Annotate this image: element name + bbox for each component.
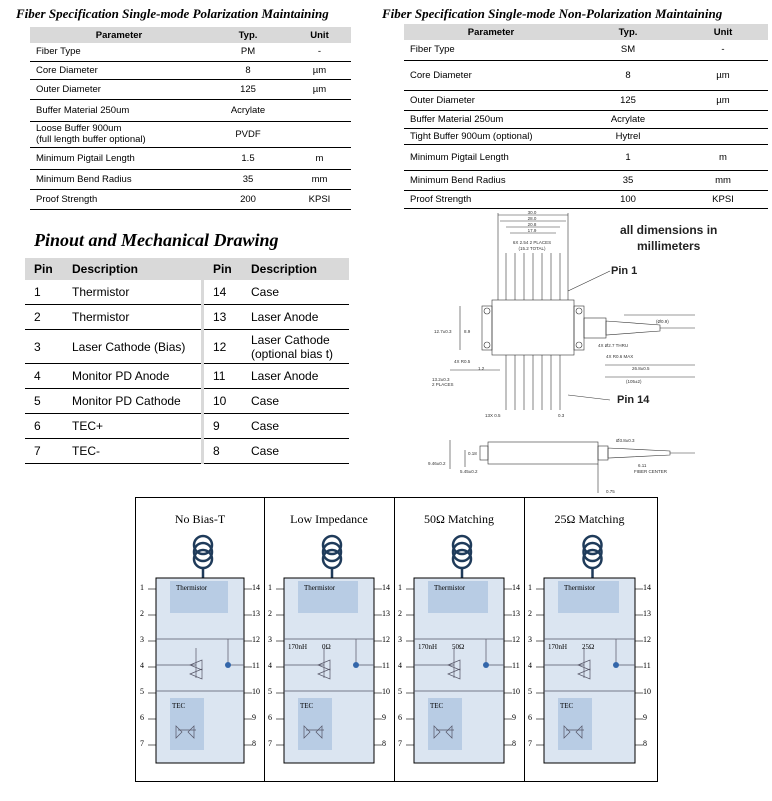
spec-param-text: Minimum Bend Radius	[36, 173, 132, 185]
pin-number-right: 12	[252, 635, 260, 644]
pin-number-right: 9	[252, 713, 256, 722]
pin-description	[242, 305, 349, 330]
spec-typ: Acrylate	[208, 99, 288, 121]
pin-description-text: Case	[251, 394, 280, 408]
pin-number-left: 5	[140, 687, 144, 696]
pin-description-text: Thermistor	[72, 310, 130, 324]
pin-description	[63, 330, 201, 364]
pin-description	[242, 389, 349, 414]
pin-number-left: 6	[140, 713, 144, 722]
pin-number-text: 6	[34, 419, 41, 433]
col-pin-a: Pin	[25, 258, 63, 280]
pin-description-note: (optional bias t)	[251, 346, 334, 361]
pin-number-text: 9	[213, 419, 220, 433]
pin-description	[242, 330, 349, 364]
spec-row	[30, 99, 351, 121]
pin-number	[204, 330, 242, 364]
spec-typ: 1.5	[208, 147, 288, 169]
circuit-panel	[394, 498, 525, 781]
pin-number-left: 3	[268, 635, 272, 644]
pin-number-text: 13	[213, 310, 227, 324]
spec-param	[30, 121, 208, 147]
spec-sm-title: Fiber Specification Single-mode Non-Polarization Maintaining	[382, 6, 723, 21]
pin-number-right: 14	[252, 583, 260, 592]
spec-unit	[678, 110, 768, 128]
pin-number	[204, 389, 242, 414]
spec-typ: PVDF	[208, 121, 288, 147]
pin-number-right: 11	[382, 661, 390, 670]
thermistor-label: Thermistor	[176, 584, 208, 592]
pin-number-right: 10	[643, 687, 651, 696]
pin-description	[242, 280, 349, 305]
dim-tip: Ø3.8±0.3	[616, 438, 635, 443]
spec-unit: -	[288, 43, 351, 61]
pin-number-right: 8	[252, 739, 256, 748]
spec-param-text: Proof Strength	[36, 193, 98, 205]
pin-number-right: 11	[512, 661, 520, 670]
spec-unit: µm	[288, 61, 351, 79]
dim-rmax: 4X R0.6 MAX	[606, 354, 634, 359]
pin-number-left: 3	[398, 635, 402, 644]
pin-number-left: 1	[268, 583, 272, 592]
dim-12: 1.2	[478, 366, 485, 371]
spec-typ: 8	[578, 60, 678, 90]
pin-number	[25, 364, 63, 389]
col-desc-a: Description	[63, 258, 201, 280]
spec-unit	[288, 99, 351, 121]
spec-param-text: Proof Strength	[410, 193, 472, 205]
spec-row	[404, 110, 768, 128]
spec-pm-title: Fiber Specification Single-mode Polarization Maintaining	[16, 6, 329, 21]
circuit-schematic	[394, 498, 524, 781]
dim-fc-label: FIBER CENTER	[634, 469, 668, 474]
pin-number-text: 7	[34, 444, 41, 458]
pin-number-left: 7	[528, 739, 532, 748]
pin-number-left: 6	[528, 713, 532, 722]
spec-typ: Hytrel	[578, 128, 678, 144]
dim-len1052: (105±2)	[626, 379, 642, 384]
pinout-row	[25, 389, 349, 414]
dim-places2: 2 PLACES	[432, 382, 454, 387]
tec-label: TEC	[430, 702, 444, 710]
spec-typ: 35	[208, 169, 288, 189]
pin-number	[204, 439, 242, 464]
circuit-panel	[136, 498, 265, 781]
pin-description	[63, 280, 201, 305]
pin-number-right: 10	[512, 687, 520, 696]
pin-number-right: 12	[512, 635, 520, 644]
circuit-panel	[524, 498, 655, 781]
spec-param	[30, 189, 208, 209]
pin-number-left: 6	[398, 713, 402, 722]
pin-description	[242, 414, 349, 439]
pin-description-text: Laser Cathode (Bias)	[72, 339, 186, 354]
pinout-row	[25, 305, 349, 330]
spec-row	[30, 147, 351, 169]
spec-unit: mm	[678, 170, 768, 190]
spec-unit: KPSI	[678, 190, 768, 208]
spec-sm-header	[404, 24, 768, 40]
pin1-label: Pin 1	[611, 265, 638, 277]
dim-h132: 13.2±0.3	[432, 377, 450, 382]
resistor-label: 0Ω	[322, 643, 331, 651]
spec-pm-table	[30, 27, 351, 210]
spec-param	[404, 144, 578, 170]
spec-unit: m	[288, 147, 351, 169]
pin-description-text: Case	[251, 444, 280, 458]
spec-typ: 8	[208, 61, 288, 79]
pinout-row	[25, 280, 349, 305]
dim-179: 17.9	[527, 228, 537, 233]
bias-circuits	[135, 497, 658, 782]
spec-unit	[288, 121, 351, 147]
pin-number-left: 4	[268, 661, 272, 670]
pin-number-right: 9	[512, 713, 516, 722]
pin-number	[204, 280, 242, 305]
spec-row	[30, 61, 351, 79]
mechanical-drawing	[420, 205, 760, 495]
tec-label: TEC	[172, 702, 186, 710]
spec-param-text: Minimum Bend Radius	[410, 174, 506, 186]
pin-number-right: 14	[382, 583, 390, 592]
pinout-title: Pinout and Mechanical Drawing	[34, 230, 279, 250]
pin-description-text: TEC+	[72, 419, 104, 433]
spec-unit: µm	[678, 60, 768, 90]
pin-number-right: 13	[512, 609, 520, 618]
spec-typ: SM	[578, 40, 678, 60]
resistor-label: 50Ω	[452, 643, 465, 651]
dim-h127: 12.7±0.3	[434, 329, 452, 334]
pin-number-text: 10	[213, 394, 227, 408]
spec-unit	[678, 128, 768, 144]
spec-row	[404, 144, 768, 170]
spec-param	[30, 169, 208, 189]
dim-28: 28.0	[527, 216, 537, 221]
col-unit: Unit	[288, 27, 351, 43]
pinout-row	[25, 414, 349, 439]
pinout-table	[25, 258, 349, 464]
pin-number-left: 1	[398, 583, 402, 592]
pin-description-text: Laser Cathode	[251, 332, 330, 347]
pin-number-right: 8	[643, 739, 647, 748]
pin14-label: Pin 14	[617, 394, 650, 406]
spec-param-text: Outer Diameter	[410, 94, 475, 106]
pin-number-left: 3	[140, 635, 144, 644]
spec-param	[30, 99, 208, 121]
dim-h545: 5.45±0.2	[460, 469, 478, 474]
pin-number	[25, 305, 63, 330]
circuit-panel-title: 25Ω Matching	[554, 512, 625, 526]
spec-param-text: Buffer Material 250um	[36, 104, 130, 116]
circuit-panel-title: 50Ω Matching	[424, 512, 494, 526]
spec-row	[404, 40, 768, 60]
circuit-schematic	[264, 498, 394, 781]
spec-param	[404, 110, 578, 128]
pin-number-right: 11	[252, 661, 260, 670]
spec-param-text: Outer Diameter	[36, 83, 101, 95]
circuit-schematic	[524, 498, 655, 781]
spec-typ: 125	[578, 90, 678, 110]
pin-number-text: 4	[34, 369, 41, 383]
spec-unit: mm	[288, 169, 351, 189]
col-typ: Typ.	[578, 24, 678, 40]
thermistor-label: Thermistor	[434, 584, 466, 592]
spec-param-text: Loose Buffer 900um	[36, 123, 122, 134]
pin-number-right: 13	[643, 609, 651, 618]
pin-number	[25, 280, 63, 305]
spec-unit: KPSI	[288, 189, 351, 209]
pin-number-right: 14	[643, 583, 651, 592]
circuit-panel-title: Low Impedance	[290, 512, 368, 526]
spec-typ: 1	[578, 144, 678, 170]
pin-description-text: Monitor PD Cathode	[72, 394, 181, 408]
pin-number-left: 2	[398, 609, 402, 618]
pin-number	[204, 364, 242, 389]
spec-row	[404, 128, 768, 144]
inductor-label: 170nH	[288, 643, 308, 651]
pin-number-left: 4	[398, 661, 402, 670]
pin-number	[204, 305, 242, 330]
pin-number-text: 12	[213, 339, 227, 354]
spec-param-text: Core Diameter	[410, 69, 472, 81]
pin-number-right: 14	[512, 583, 520, 592]
spec-row	[30, 189, 351, 209]
spec-unit: µm	[288, 79, 351, 99]
pin-number-right: 13	[252, 609, 260, 618]
dim-h946: 9.46±0.2	[428, 461, 446, 466]
circuit-panel-title: No Bias-T	[174, 512, 226, 526]
thermistor-label: Thermistor	[304, 584, 336, 592]
spec-param-text: Core Diameter	[36, 64, 98, 76]
pin-number-text: 3	[34, 339, 41, 354]
dim-pitch1: 6X 2.54 2 PLACES	[512, 240, 552, 245]
pin-number-text: 5	[34, 394, 41, 408]
spec-typ: 200	[208, 189, 288, 209]
spec-sm-table	[404, 24, 768, 209]
thermistor-label: Thermistor	[564, 584, 596, 592]
inductor-label: 170nH	[418, 643, 438, 651]
pin-number-left: 2	[528, 609, 532, 618]
col-desc-b: Description	[242, 258, 349, 280]
pin-number-right: 10	[382, 687, 390, 696]
spec-param-text: Minimum Pigtail Length	[410, 151, 509, 163]
col-typ: Typ.	[208, 27, 288, 43]
pin-number-left: 2	[140, 609, 144, 618]
spec-typ: 125	[208, 79, 288, 99]
pin-number-left: 5	[398, 687, 402, 696]
spec-typ: Acrylate	[578, 110, 678, 128]
dim-fc: 6.11	[638, 463, 647, 468]
pin-number-text: 11	[213, 369, 226, 383]
spec-param-text: Fiber Type	[410, 44, 455, 56]
dim-h018: 0.18	[468, 451, 477, 456]
spec-row	[30, 169, 351, 189]
dim-d09: (Ø0.9)	[656, 319, 669, 324]
pin-number-right: 8	[512, 739, 516, 748]
inductor-label: 170nH	[548, 643, 568, 651]
pinout-row	[25, 364, 349, 389]
spec-typ: 100	[578, 190, 678, 208]
spec-param	[404, 128, 578, 144]
pin-description	[242, 439, 349, 464]
spec-pm-header	[30, 27, 351, 43]
dim-03: 0.3	[558, 413, 565, 418]
spec-param	[404, 60, 578, 90]
pin-description-text: Monitor PD Anode	[72, 369, 170, 383]
dim-30: 30.0	[527, 210, 537, 215]
pin-number-right: 12	[382, 635, 390, 644]
spec-param-text: Tight Buffer 900um (optional)	[410, 130, 533, 142]
spec-param-text: Minimum Pigtail Length	[36, 152, 135, 164]
spec-param	[30, 61, 208, 79]
col-parameter: Parameter	[404, 24, 578, 40]
dim-len268: 26.8±0.5	[632, 366, 650, 371]
spec-param	[30, 43, 208, 61]
spec-unit: µm	[678, 90, 768, 110]
dim-w13: 13X 0.5	[485, 413, 501, 418]
pin-description	[63, 364, 201, 389]
pin-number	[25, 439, 63, 464]
spec-unit: m	[678, 144, 768, 170]
pin-number-text: 1	[34, 285, 41, 299]
resistor-label: 25Ω	[582, 643, 595, 651]
pin-number	[25, 414, 63, 439]
col-pin-b: Pin	[204, 258, 242, 280]
spec-param	[30, 79, 208, 99]
pin-description-text: Laser Anode	[251, 310, 319, 324]
pin-description-text: Case	[251, 285, 280, 299]
pin-number-right: 11	[643, 661, 651, 670]
pin-number-right: 9	[382, 713, 386, 722]
pin-number-left: 7	[268, 739, 272, 748]
pin-number-left: 6	[268, 713, 272, 722]
dim-075: 0.75	[606, 489, 615, 494]
spec-param	[30, 147, 208, 169]
pin-description-text: TEC-	[72, 444, 100, 458]
spec-param	[404, 40, 578, 60]
pinout-header	[25, 258, 349, 280]
pin-number	[25, 389, 63, 414]
pin-number-left: 3	[528, 635, 532, 644]
pin-description	[63, 389, 201, 414]
col-unit: Unit	[678, 24, 768, 40]
dim-h89: 8.9	[464, 329, 471, 334]
pin-number-left: 7	[398, 739, 402, 748]
circuit-panel	[264, 498, 395, 781]
spec-typ: PM	[208, 43, 288, 61]
pin-description	[63, 414, 201, 439]
spec-row	[30, 43, 351, 61]
pin-number-right: 9	[643, 713, 647, 722]
pinout-row	[25, 330, 349, 364]
pin-description-text: Laser Anode	[251, 369, 319, 383]
spec-row	[30, 121, 351, 147]
dim-thru: 4X Ø2.7 THRU	[598, 343, 629, 348]
dim-pitch2: (15.2 TOTAL)	[518, 246, 546, 251]
pin-number-left: 4	[528, 661, 532, 670]
pin-number-left: 1	[140, 583, 144, 592]
pin-number-left: 5	[528, 687, 532, 696]
dimensions-note-line2: millimeters	[636, 239, 701, 253]
pin-number-left: 5	[268, 687, 272, 696]
pin-number-left: 4	[140, 661, 144, 670]
pin-description	[63, 305, 201, 330]
pin-description	[63, 439, 201, 464]
pin-description	[242, 364, 349, 389]
spec-param	[404, 170, 578, 190]
tec-label: TEC	[300, 702, 314, 710]
dim-208: 20.8	[527, 222, 537, 227]
pin-number-left: 1	[528, 583, 532, 592]
spec-row	[404, 90, 768, 110]
pin-description-text: Case	[251, 419, 280, 433]
pin-number-left: 7	[140, 739, 144, 748]
spec-row	[404, 170, 768, 190]
pin-number	[204, 414, 242, 439]
pin-number-text: 8	[213, 444, 220, 458]
spec-param	[404, 90, 578, 110]
dimensions-note-line1: all dimensions in	[620, 223, 718, 237]
spec-unit: -	[678, 40, 768, 60]
pin-number-right: 12	[643, 635, 651, 644]
spec-param-text: Buffer Material 250um	[410, 113, 504, 125]
spec-param-text: Fiber Type	[36, 46, 81, 58]
pin-number	[25, 330, 63, 364]
pin-number-right: 10	[252, 687, 260, 696]
spec-typ: 35	[578, 170, 678, 190]
col-parameter: Parameter	[30, 27, 208, 43]
spec-row	[30, 79, 351, 99]
circuit-schematic	[136, 498, 264, 781]
pin-number-right: 8	[382, 739, 386, 748]
tec-label: TEC	[560, 702, 574, 710]
spec-row	[404, 60, 768, 90]
pin-number-text: 2	[34, 310, 41, 324]
pin-description-text: Thermistor	[72, 285, 130, 299]
pin-number-text: 14	[213, 285, 227, 299]
spec-param-note: (full length buffer optional)	[36, 134, 146, 145]
pin-number-right: 13	[382, 609, 390, 618]
pinout-row	[25, 439, 349, 464]
dim-r05: 4X R0.5	[454, 359, 471, 364]
pin-number-left: 2	[268, 609, 272, 618]
